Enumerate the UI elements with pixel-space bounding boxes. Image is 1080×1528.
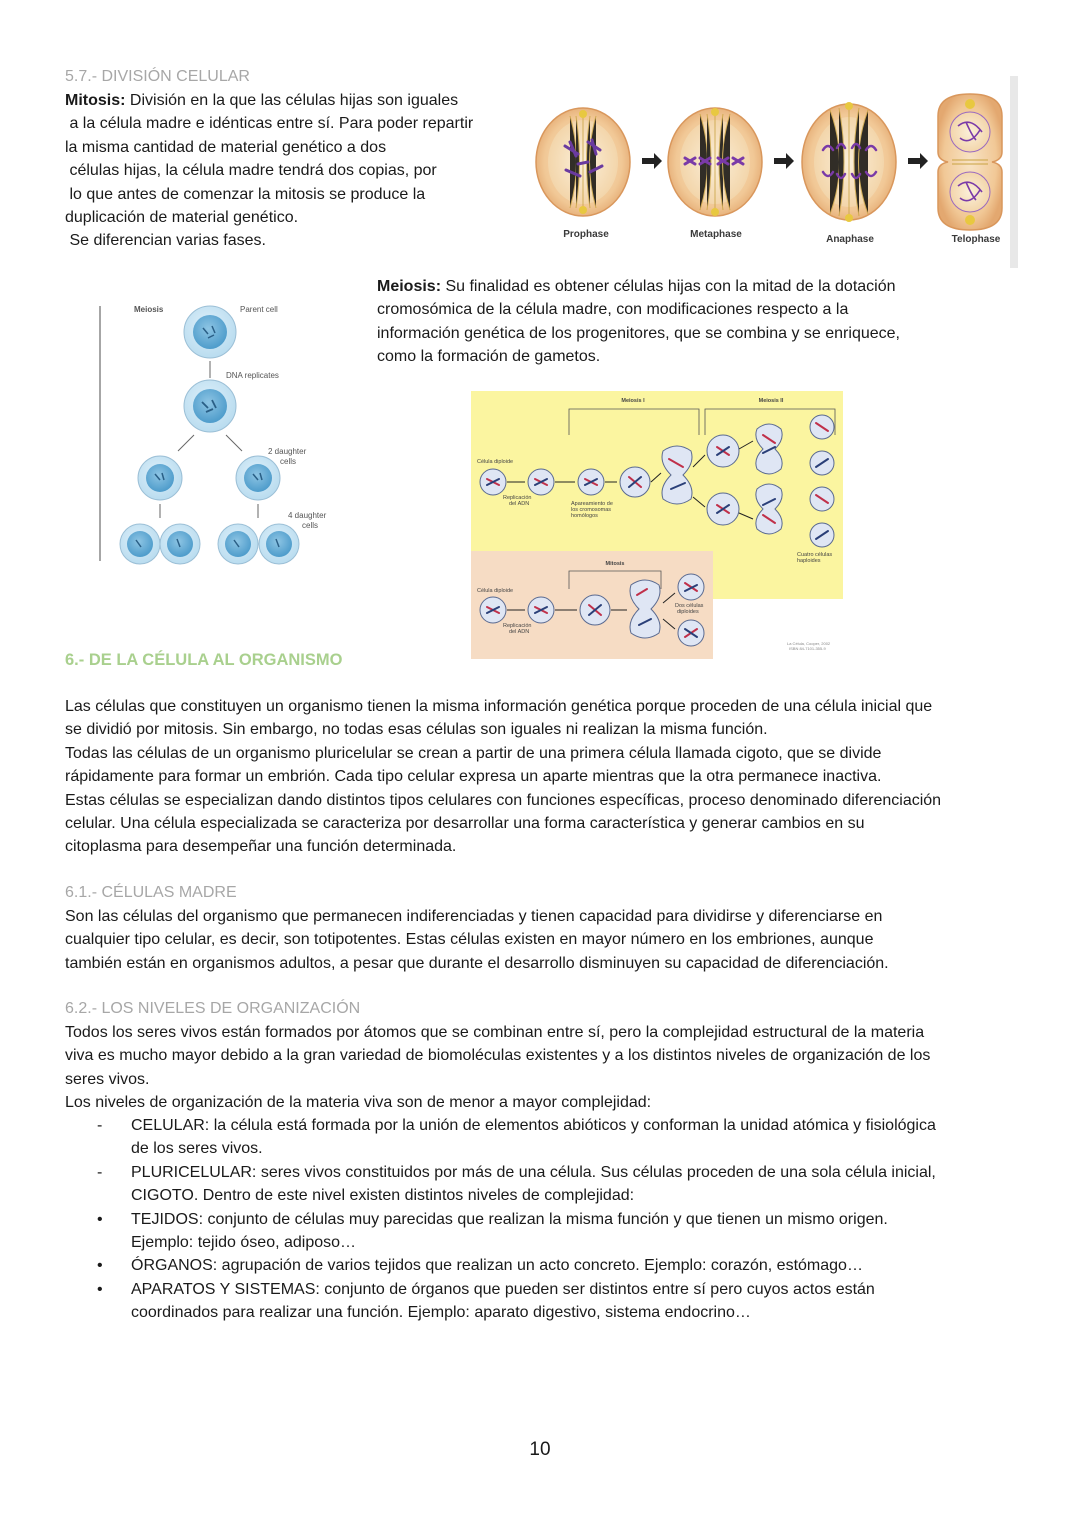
haploid-cell [259,524,299,564]
two-daughter-label-b: cells [280,457,297,466]
parent-cell [184,306,236,358]
dna-replicates-label: DNA replicates [226,371,279,380]
list-item-line: ÓRGANOS: agrupación de varios tejidos que realizan un acto concreto. Ejemplo: corazón, estómago… [131,1257,863,1275]
haploid-cell [218,524,258,564]
body-line: citoplasma para desempeñar una función determinada. [65,838,457,856]
meiosis-mitosis-comparison-figure [471,391,855,659]
body-line: Todas las células de un organismo pluricelular se crean a partir de una primera célula llamada cigoto, que se divide [65,744,882,762]
section-6-1-heading: 6.1.- CÉLULAS MADRE [65,884,237,901]
dos-celulas-label-b: diploides [677,609,699,615]
body-line: también están en organismos adultos, a pesar que durante el desarrollo disminuyen su capacidad de diferenciación. [65,954,889,972]
daughter-cell [236,456,280,500]
body-line: Las células que constituyen un organismo tienen la misma información genética porque proceden de una célula inicial que [65,698,933,715]
anaphase-cell [802,102,896,222]
section-6-1-body [65,905,1025,975]
telophase-cell [938,94,1002,230]
meiosis-paragraph [377,275,977,369]
telophase-label: Telophase [951,234,1001,245]
replicacion2-label-b: del ADN [509,629,530,635]
apareamiento-label-a: Apareamiento de [571,501,613,507]
mitosis-line: células hijas, la célula madre tendrá dos copias, por [65,162,437,180]
section-5-7-heading: 5.7.- DIVISIÓN CELULAR [65,68,250,85]
metaphase-cell [668,108,762,216]
cuatro-celulas-label-b: haploides [797,558,821,564]
list-item-line: APARATOS Y SISTEMAS: conjunto de órganos que pueden ser distintos entre sí pero cuyos actos están [131,1280,875,1298]
meiosis-ii-label: Meiosis II [758,398,784,404]
section-6-2-heading: 6.2.- LOS NIVELES DE ORGANIZACIÓN [65,1000,361,1017]
prophase-label: Prophase [563,229,609,240]
haploid-cell [160,524,200,564]
meiosis-tree-figure [98,296,348,578]
list-item-line: TEJIDOS: conjunto de células muy parecidas que realizan la misma función y que tienen un mismo origen. [131,1210,888,1228]
body-line: rápidamente para formar un embrión. Cada tipo celular expresa un aparte mientras que la otra permanece inactiva. [65,768,882,786]
apareamiento-label-c: homólogos [571,513,598,519]
cuatro-celulas-label-a: Cuatro células [797,552,833,558]
daughter-cell [138,456,182,500]
mitosis-paragraph [65,89,515,253]
section-6-2-body [65,1021,1025,1115]
body-line: celular. Una célula especializada se caracteriza por desarrollar una forma característica y generar cambios en su [65,815,865,833]
meiosis-term: Meiosis: [377,278,442,295]
meiosis-line: como la formación de gametos. [377,348,601,366]
mitosis-line: lo que antes de comenzar la mitosis se produce la [65,185,426,203]
mitosis-line: duplicación de material genético. [65,209,299,227]
list-marker: • [97,1280,103,1298]
list-item-line: CELULAR: la célula está formada por la unión de elementos abióticos y conforman la unidad atómica y fisiológica [131,1117,936,1134]
replicacion-label-b: del ADN [509,501,530,507]
body-line: se dividió por mitosis. Sin embargo, no todas esas células son iguales ni realizan la misma función. [65,721,768,739]
credit-line-a: La Célula, Cooper, 2002 [787,641,831,646]
mitosis-line: a la célula madre e idénticas entre sí. Para poder repartir [65,115,474,133]
body-line: Todos los seres vivos están formados por átomos que se combinan entre sí, pero la complejidad estructural de la materia [65,1024,925,1041]
body-line: Son las células del organismo que permanecen indiferenciadas y tienen capacidad para dividirse y diferenciarse en [65,908,883,925]
meiosis-line: cromosómica de la célula madre, con modificaciones respecto a la [377,301,849,319]
mitosis-line: Se diferencian varias fases. [65,232,266,250]
list-item [65,1114,1025,1161]
list-marker: - [97,1163,103,1181]
anaphase-label: Anaphase [826,234,874,245]
body-line: seres vivos. [65,1070,150,1088]
celula-diploide-label-2: Célula diploide [477,588,514,594]
four-daughter-label-b: cells [302,521,319,530]
organization-levels-list [65,1114,1025,1325]
four-daughter-label-a: 4 daughter [288,511,327,520]
list-item [65,1278,1025,1325]
apareamiento-label-b: los cromosomas [571,507,612,513]
list-marker: - [97,1117,103,1134]
mitosis-compare-label: Mitosis [605,561,625,567]
body-line: Estas células se especializan dando distintos tipos celulares con funciones específicas, proceso denominado diferenciación [65,791,942,809]
section-6-body [65,695,1025,859]
prophase-cell [536,108,630,216]
page-number: 10 [529,1439,551,1460]
credit-line-b: ISBN 84-7101-355-9 [789,646,826,651]
dos-celulas-label-a: Dos células [675,603,704,609]
list-marker: • [97,1210,103,1228]
body-line: cualquier tipo celular, es decir, son totipotentes. Estas células existen en mayor número en los embriones, aunque [65,931,874,949]
list-item-line: Ejemplo: tejido óseo, adiposo… [131,1234,357,1252]
list-item [65,1161,1025,1208]
meiosis-i-label: Meiosis I [621,398,645,404]
mitosis-phases-figure [530,76,1018,268]
mitosis-line: la misma cantidad de material genético a dos [65,138,387,156]
meiosis-tree-title: Meiosis [134,305,164,314]
body-line: viva es mucho mayor debido a la gran variedad de biomoléculas existentes y a los distintos niveles de organización de los [65,1047,931,1065]
list-item-line: de los seres vivos. [131,1140,263,1158]
list-item [65,1208,1025,1255]
replicated-cell [184,380,236,432]
metaphase-label: Metaphase [690,229,742,240]
list-item-line: CIGOTO. Dentro de este nivel existen distintos niveles de complejidad: [131,1187,635,1205]
replicacion-label-a: Replicación [503,495,532,501]
mitosis-term: Mitosis: [65,92,126,109]
replicacion2-label-a: Replicación [503,623,532,629]
meiosis-line: Su finalidad es obtener células hijas con la mitad de la dotación [441,278,896,295]
meiosis-line: información genética de los progenitores, que se combina y se enriquece, [377,324,900,342]
list-item [65,1254,1025,1277]
parent-cell-label: Parent cell [240,305,278,314]
list-marker: • [97,1257,103,1275]
celula-diploide-label: Célula diploide [477,459,514,465]
section-6-heading: 6.- DE LA CÉLULA AL ORGANISMO [65,651,343,669]
list-item-line: PLURICELULAR: seres vivos constituidos por más de una célula. Sus células proceden de una sola célula inicial, [131,1163,936,1181]
body-line: Los niveles de organización de la materia viva son de menor a mayor complejidad: [65,1094,652,1112]
list-item-line: coordinados para realizar una función. Ejemplo: aparato digestivo, sistema endocrino… [131,1304,751,1322]
haploid-cell [120,524,160,564]
two-daughter-label-a: 2 daughter [268,447,307,456]
mitosis-line: División en la que las células hijas son iguales [125,92,459,109]
